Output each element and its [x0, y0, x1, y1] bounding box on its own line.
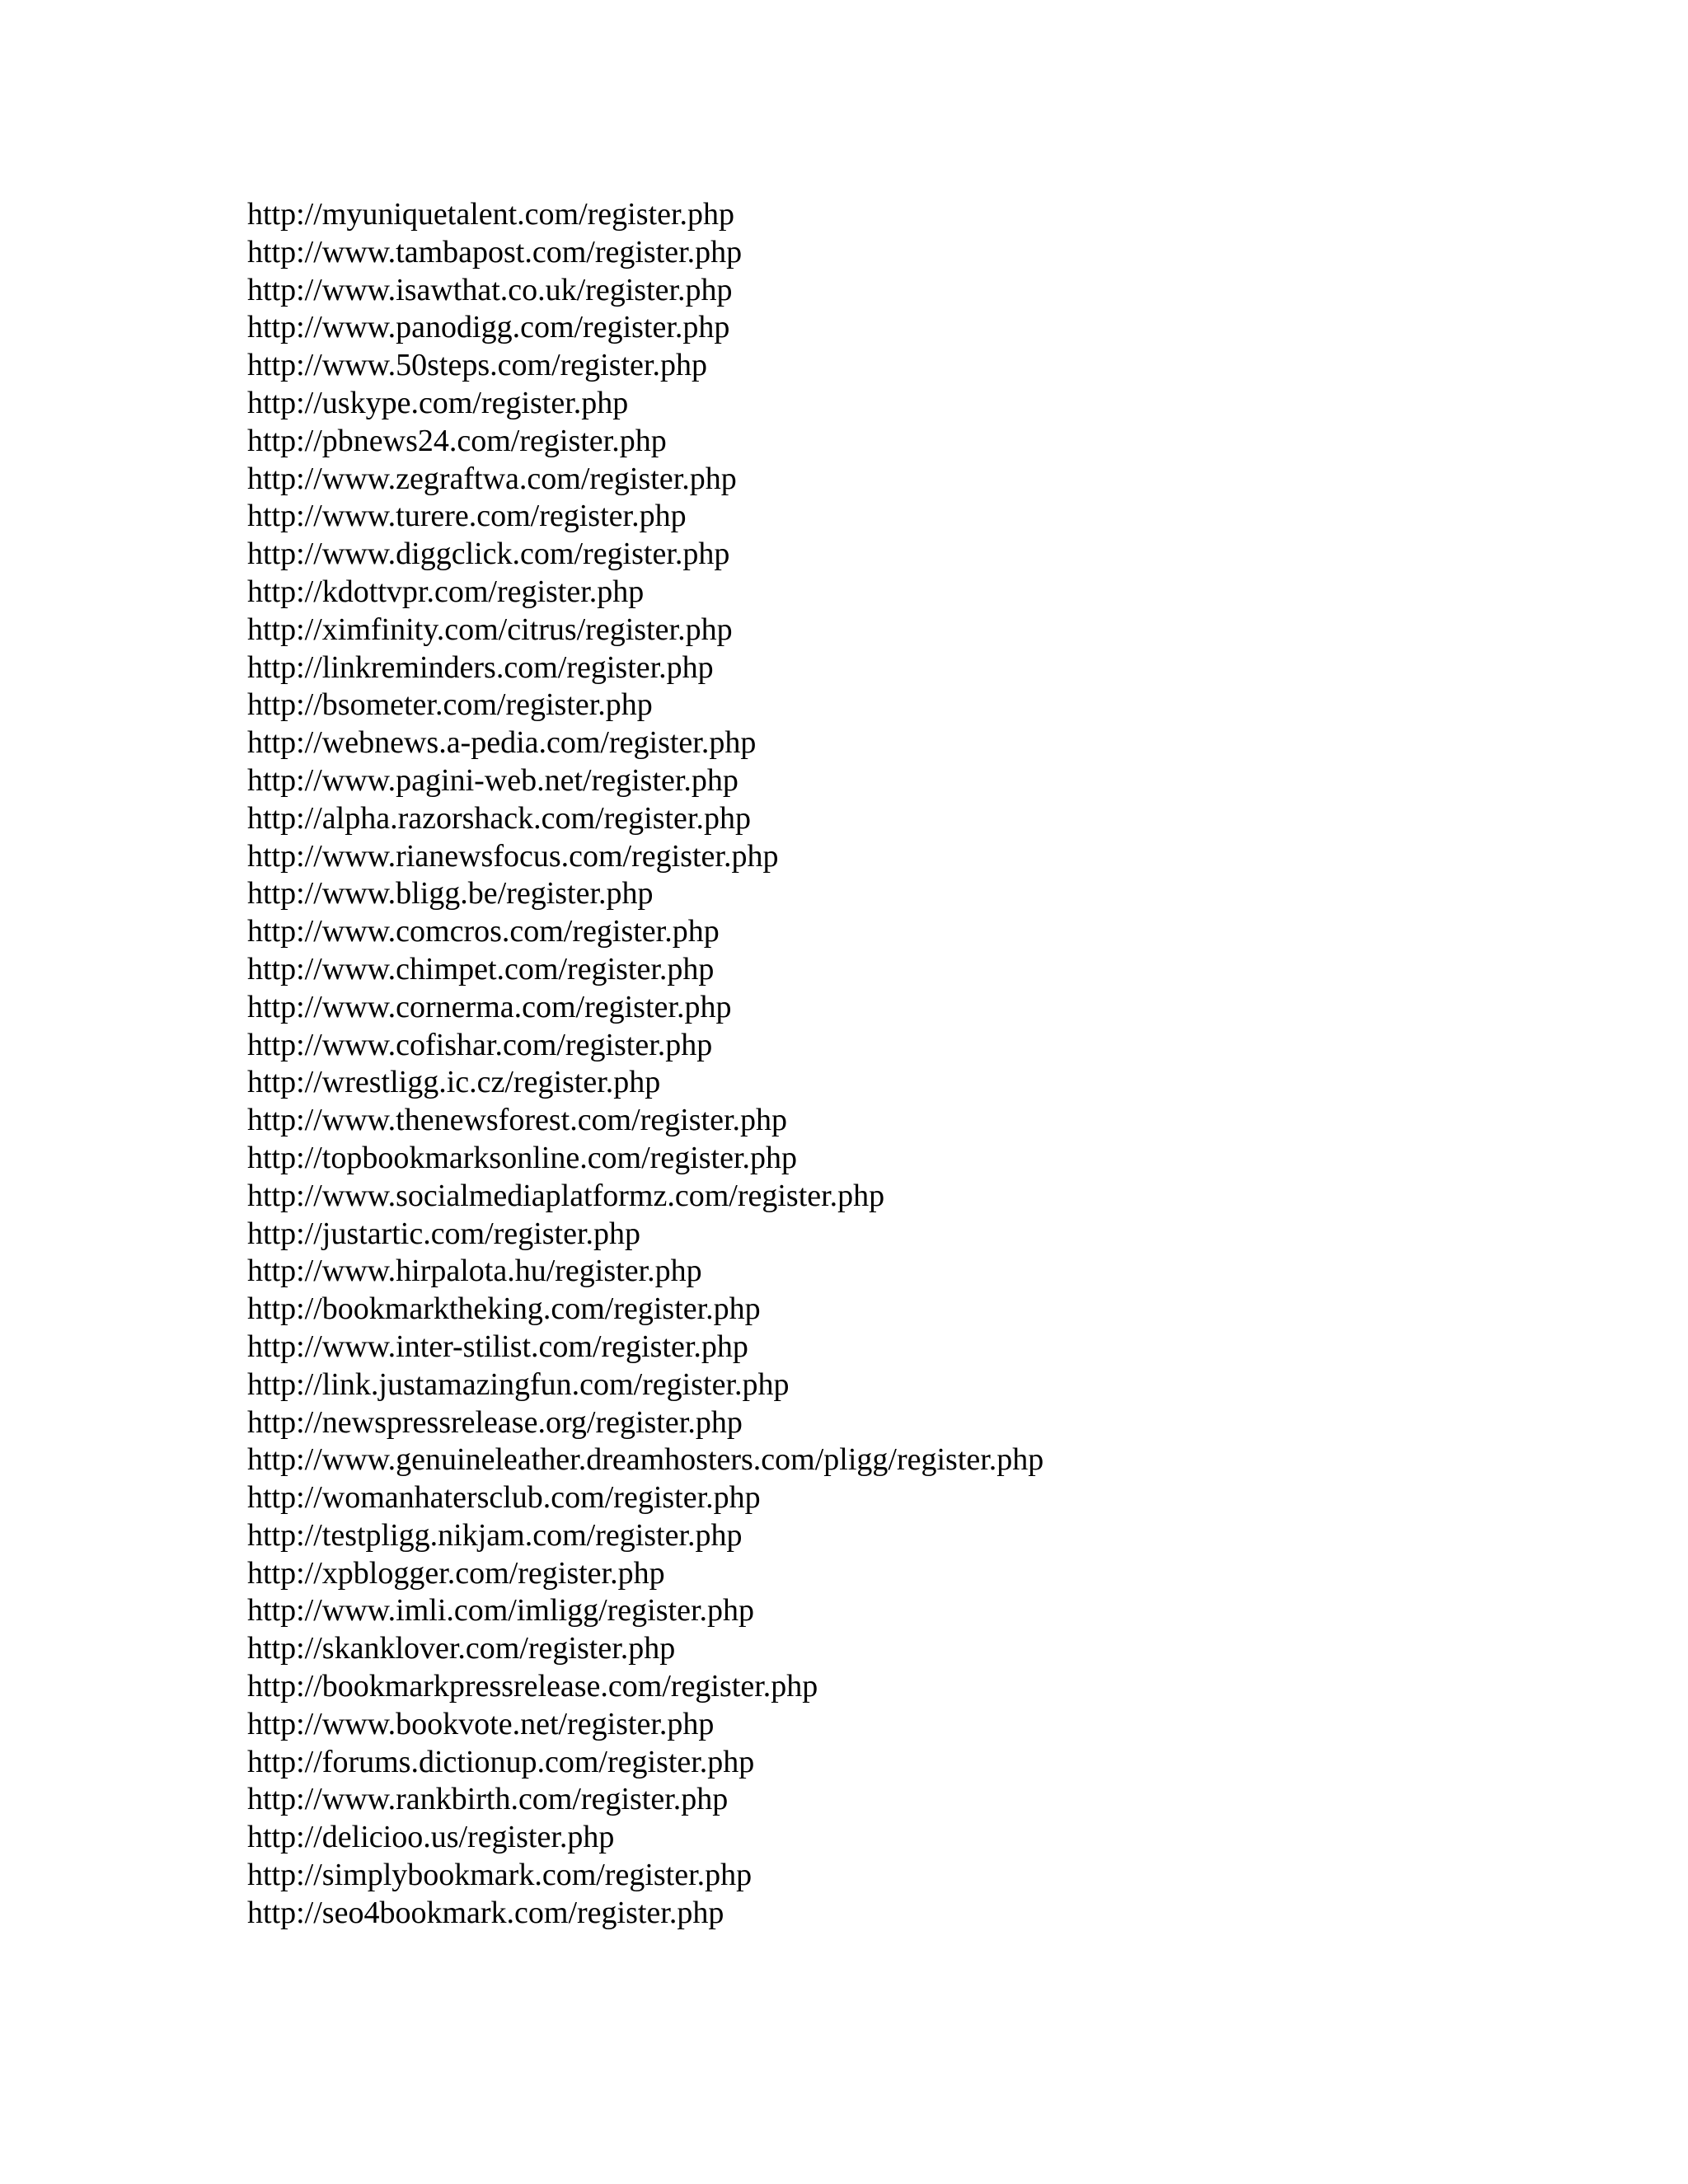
url-list-item: http://www.rianewsfocus.com/register.php: [247, 838, 779, 874]
url-list-item: http://myuniquetalent.com/register.php: [247, 197, 735, 232]
url-list-item: http://uskype.com/register.php: [247, 385, 629, 420]
url-list-item: http://skanklover.com/register.php: [247, 1631, 676, 1666]
url-list-item: http://www.inter-stilist.com/register.php: [247, 1329, 748, 1364]
url-list-item: http://linkreminders.com/register.php: [247, 649, 714, 685]
url-list-item: http://www.cornerma.com/register.php: [247, 989, 732, 1024]
url-list-item: http://www.imli.com/imligg/register.php: [247, 1593, 754, 1629]
url-list-item: http://ximfinity.com/citrus/register.php: [247, 612, 733, 647]
url-list-item: http://bookmarktheking.com/register.php: [247, 1291, 761, 1327]
url-list-item: http://www.diggclick.com/register.php: [247, 537, 730, 572]
url-list-item: http://www.hirpalota.hu/register.php: [247, 1254, 702, 1289]
url-list-item: http://forums.dictionup.com/register.php: [247, 1744, 755, 1779]
url-list-item: http://bookmarkpressrelease.com/register.php: [247, 1669, 818, 1704]
url-list-item: http://www.tambapost.com/register.php: [247, 234, 743, 269]
url-list-item: http://webnews.a-pedia.com/register.php: [247, 725, 757, 761]
url-list-item: http://www.bligg.be/register.php: [247, 876, 654, 912]
url-list-item: http://www.genuineleather.dreamhosters.com/pligg/register.php: [247, 1442, 1044, 1478]
url-list-item: http://simplybookmark.com/register.php: [247, 1858, 753, 1893]
url-list-item: http://delicioo.us/register.php: [247, 1820, 615, 1855]
url-list-item: http://www.thenewsforest.com/register.php: [247, 1103, 788, 1138]
url-list-item: http://www.bookvote.net/register.php: [247, 1706, 715, 1741]
url-list-item: http://www.rankbirth.com/register.php: [247, 1782, 729, 1817]
url-list-item: http://newspressrelease.org/register.php: [247, 1404, 743, 1440]
url-list-item: http://www.socialmediaplatformz.com/register.php: [247, 1178, 885, 1213]
url-list-item: http://kdottvpr.com/register.php: [247, 574, 645, 609]
url-list-item: http://xpblogger.com/register.php: [247, 1555, 665, 1591]
url-list-item: http://alpha.razorshack.com/register.php: [247, 800, 751, 836]
url-list-item: http://www.cofishar.com/register.php: [247, 1027, 713, 1062]
url-list-item: http://www.comcros.com/register.php: [247, 914, 720, 949]
url-list-item: http://womanhatersclub.com/register.php: [247, 1480, 761, 1516]
url-list-item: http://www.50steps.com/register.php: [247, 348, 707, 383]
url-list-item: http://www.chimpet.com/register.php: [247, 951, 715, 987]
url-list-item: http://testpligg.nikjam.com/register.php: [247, 1517, 743, 1553]
url-list-item: http://www.turere.com/register.php: [247, 499, 687, 534]
url-list: [247, 196, 1043, 1933]
url-list-item: http://bsometer.com/register.php: [247, 687, 653, 723]
url-list-item: http://pbnews24.com/register.php: [247, 423, 667, 458]
url-list-item: http://www.isawthat.co.uk/register.php: [247, 272, 733, 307]
url-list-item: http://www.panodigg.com/register.php: [247, 310, 730, 345]
url-list-item: http://www.pagini-web.net/register.php: [247, 762, 738, 798]
url-list-item: http://wrestligg.ic.cz/register.php: [247, 1065, 661, 1100]
url-list-item: http://link.justamazingfun.com/register.php: [247, 1366, 790, 1402]
url-list-item: http://justartic.com/register.php: [247, 1216, 641, 1251]
url-list-item: http://www.zegraftwa.com/register.php: [247, 461, 737, 496]
url-list-item: http://topbookmarksonline.com/register.php: [247, 1140, 798, 1175]
url-list-item: http://seo4bookmark.com/register.php: [247, 1895, 724, 1930]
